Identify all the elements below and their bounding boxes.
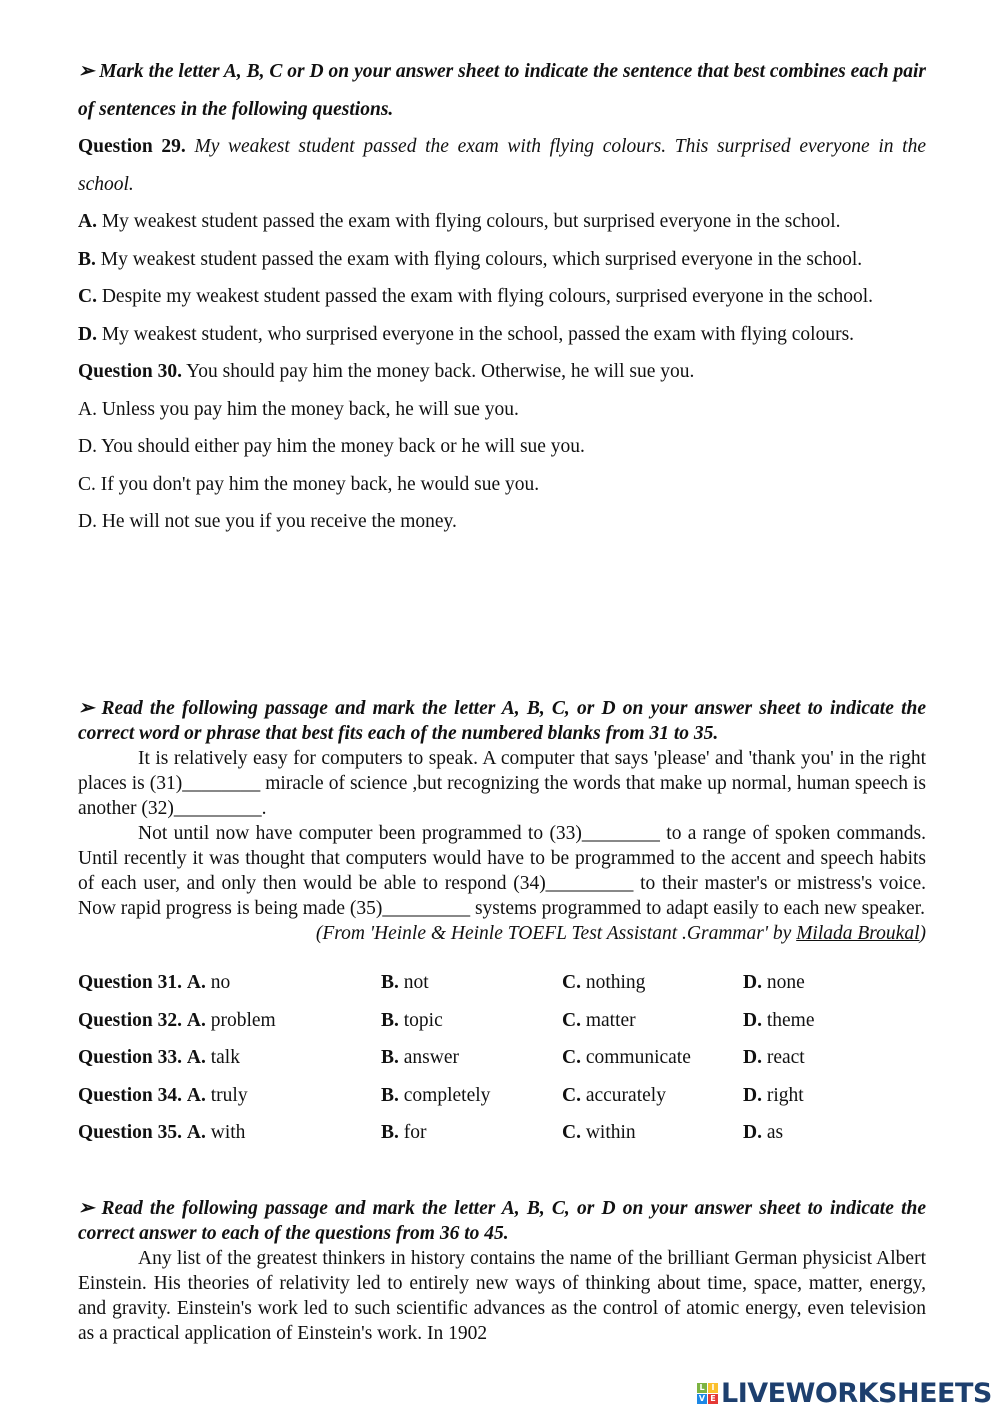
question-row bbox=[78, 964, 926, 1002]
option-letter: C. bbox=[562, 1122, 581, 1143]
option-letter: D. bbox=[743, 972, 762, 993]
option-letter: B. bbox=[381, 1122, 399, 1143]
option-b[interactable] bbox=[381, 1114, 427, 1152]
question-30 bbox=[78, 353, 926, 391]
option-c[interactable] bbox=[562, 1002, 636, 1040]
option-text: theme bbox=[766, 1009, 815, 1031]
option-text: topic bbox=[403, 1009, 443, 1031]
section-3 bbox=[78, 1196, 926, 1346]
passage-paragraph: Any list of the greatest thinkers in history contains the name of the brilliant German physicist Albert Einstein. His theories of relativity led to entirely new ways of thinking about time, space, matter, energy, and gravity. Einstein's work led to such scientific advances as the control of atomic energy, even television as a practical application of Einstein's work. In 1902 bbox=[78, 1248, 926, 1344]
option[interactable]: A. Unless you pay him the money back, he will sue you. bbox=[78, 398, 519, 420]
option-letter: A. bbox=[78, 211, 97, 232]
instruction-reading: ➢ Read the following passage and mark the letter A, B, C, or D on your answer sheet to indicate the correct answer to each of the questions from 36 to 45. bbox=[78, 1198, 926, 1244]
option-letter: C. bbox=[562, 1084, 581, 1106]
option-d[interactable] bbox=[743, 1077, 804, 1115]
option-text: as bbox=[766, 1122, 784, 1143]
option-letter: A. bbox=[186, 972, 206, 993]
question-stem: My weakest student passed the exam with flying colours. This surprised everyone in the school. bbox=[78, 136, 926, 195]
option-text: for bbox=[403, 1122, 427, 1143]
option-text: react bbox=[766, 1047, 805, 1068]
logo-tile: L bbox=[697, 1383, 707, 1393]
question-stem: You should pay him the money back. Otherwise, he will sue you. bbox=[186, 361, 695, 382]
option-text: nothing bbox=[585, 972, 646, 993]
option-d[interactable] bbox=[743, 1114, 783, 1152]
option[interactable]: D. You should either pay him the money back or he will sue you. bbox=[78, 436, 585, 457]
section-1 bbox=[78, 53, 926, 541]
logo-text: LIVEWORKSHEETS bbox=[721, 1378, 992, 1409]
question-label: Question 35. bbox=[78, 1122, 183, 1143]
passage-paragraph: Not until now have computer been programmed to (33)________ to a range of spoken commands. Until recently it was thought that computers would have to be programmed to the accent and speech habits of each user, and only then would be able to respond (34)_________ to their master's or mistress's voice. Now rapid progress is being made (35)_________ systems programmed to adapt easily to each new speaker. bbox=[78, 823, 926, 919]
option-c[interactable] bbox=[78, 278, 926, 316]
option-a[interactable] bbox=[78, 203, 926, 241]
option-letter: D. bbox=[743, 1122, 762, 1143]
option-c[interactable] bbox=[562, 1039, 691, 1077]
option-letter: B. bbox=[381, 972, 399, 993]
option-d[interactable] bbox=[743, 1039, 805, 1077]
source-text: (From 'Heinle & Heinle TOEFL Test Assistant .Grammar' by bbox=[315, 923, 797, 944]
option-a[interactable] bbox=[78, 1114, 245, 1152]
option-text: truly bbox=[210, 1084, 248, 1106]
option-text: Despite my weakest student passed the exam with flying colours, surprised everyone in the school. bbox=[101, 286, 873, 307]
question-row bbox=[78, 1077, 926, 1115]
instruction-cloze: ➢ Read the following passage and mark the letter A, B, C, or D on your answer sheet to indicate the correct word or phrase that best fits each of the numbered blanks from 31 to 35. bbox=[78, 698, 926, 744]
option-letter: A. bbox=[186, 1084, 206, 1106]
option-b[interactable] bbox=[381, 964, 429, 1002]
option-text: problem bbox=[210, 1009, 276, 1031]
option-letter: D. bbox=[743, 1047, 762, 1068]
logo-tile: I bbox=[708, 1383, 718, 1393]
instruction-combine: ➢ Mark the letter A, B, C or D on your answer sheet to indicate the sentence that best combines each pair of sentences in the following questions. bbox=[78, 61, 926, 120]
question-row bbox=[78, 1002, 926, 1040]
question-29 bbox=[78, 128, 926, 203]
option-text: right bbox=[766, 1084, 804, 1106]
question-row bbox=[78, 1114, 926, 1152]
option-letter: A. bbox=[186, 1047, 206, 1068]
option-a[interactable] bbox=[78, 1039, 240, 1077]
option-letter: B. bbox=[381, 1084, 399, 1106]
source-author: Milada Broukal bbox=[796, 923, 920, 944]
option-text: My weakest student passed the exam with flying colours, but surprised everyone in the school. bbox=[101, 211, 841, 232]
option-c[interactable] bbox=[562, 964, 645, 1002]
option-c[interactable] bbox=[562, 1077, 666, 1115]
logo-tile: V bbox=[698, 1394, 706, 1403]
option-b[interactable] bbox=[381, 1002, 443, 1040]
option-d[interactable] bbox=[78, 316, 926, 354]
option-letter: B. bbox=[78, 248, 96, 270]
option-d[interactable] bbox=[743, 1002, 815, 1040]
option-a[interactable] bbox=[78, 1077, 248, 1115]
question-label: Question 29. bbox=[78, 136, 186, 157]
option-letter: A. bbox=[186, 1009, 206, 1031]
option-letter: C. bbox=[562, 1047, 581, 1068]
option-text: none bbox=[766, 972, 805, 993]
question-label: Question 30. bbox=[78, 361, 183, 382]
option-text: answer bbox=[403, 1047, 459, 1068]
cloze-questions bbox=[78, 964, 926, 1152]
liveworksheets-logo bbox=[697, 1378, 992, 1409]
option-text: no bbox=[210, 972, 231, 993]
option-text: accurately bbox=[585, 1084, 666, 1106]
option-b[interactable] bbox=[381, 1039, 459, 1077]
logo-tile: E bbox=[708, 1394, 718, 1404]
question-label: Question 32. bbox=[78, 1009, 183, 1031]
option-letter: B. bbox=[381, 1047, 399, 1068]
option-text: not bbox=[403, 972, 429, 993]
option-text: My weakest student passed the exam with flying colours, which surprised everyone in the school. bbox=[100, 248, 863, 270]
option-b[interactable] bbox=[78, 241, 926, 279]
option-text: matter bbox=[585, 1009, 636, 1031]
option-letter: C. bbox=[562, 972, 581, 993]
option-a[interactable] bbox=[78, 964, 230, 1002]
option-text: talk bbox=[210, 1047, 240, 1068]
passage-paragraph: It is relatively easy for computers to speak. A computer that says 'please' and 'thank you' in the right places is (31)________ miracle of science ,but recognizing the words that make up normal, human speech is another (32)_________. bbox=[78, 748, 926, 819]
option-a[interactable] bbox=[78, 1002, 276, 1040]
option-letter: A. bbox=[186, 1122, 206, 1143]
option[interactable]: D. He will not sue you if you receive the money. bbox=[78, 511, 457, 532]
source-text: ) bbox=[919, 923, 926, 944]
question-label: Question 31. bbox=[78, 972, 183, 993]
option-text: My weakest student, who surprised everyone in the school, passed the exam with flying colours. bbox=[101, 323, 855, 345]
option-letter: D. bbox=[743, 1009, 762, 1031]
option-c[interactable] bbox=[562, 1114, 636, 1152]
question-label: Question 34. bbox=[78, 1084, 183, 1106]
option-letter: B. bbox=[381, 1009, 399, 1031]
option-letter: C. bbox=[78, 286, 97, 307]
question-label: Question 33. bbox=[78, 1047, 183, 1068]
question-row bbox=[78, 1039, 926, 1077]
passage-source bbox=[78, 921, 926, 946]
option-d[interactable] bbox=[743, 964, 805, 1002]
option-letter: C. bbox=[562, 1009, 581, 1031]
option-letter: D. bbox=[743, 1084, 762, 1106]
section-2 bbox=[78, 696, 926, 946]
option-letter: D. bbox=[78, 323, 97, 345]
option-text: communicate bbox=[585, 1047, 691, 1068]
option-text: with bbox=[210, 1122, 246, 1143]
option[interactable]: C. If you don't pay him the money back, he would sue you. bbox=[78, 473, 540, 495]
option-text: completely bbox=[403, 1084, 491, 1106]
option-b[interactable] bbox=[381, 1077, 490, 1115]
option-text: within bbox=[585, 1122, 636, 1143]
logo-tiles-icon bbox=[697, 1383, 718, 1404]
